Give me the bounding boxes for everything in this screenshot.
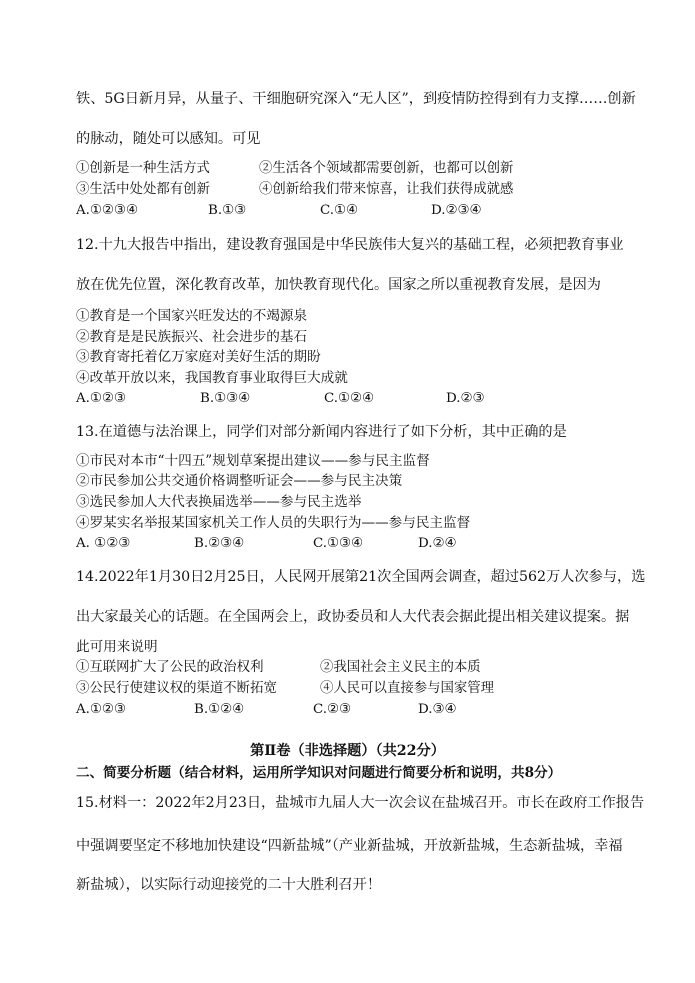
section2-title: 二、简要分析题（结合材料，运用所学知识对问题进行简要分析和说明，共8分） bbox=[76, 765, 562, 781]
q14-stem-line2: 出大家最关心的话题。在全国两会上，政协委员和人大代表会据此提出相关建议提案。据 bbox=[76, 609, 630, 625]
q14-option-a: A.①②③ bbox=[76, 702, 126, 717]
part2-title: 第Ⅱ卷（非选择题）（共22分） bbox=[250, 743, 445, 759]
q12-stem-line2: 放在优先位置，深化教育改革，加快教育现代化。国家之所以重视教育发展，是因为 bbox=[76, 277, 601, 293]
q13-item-4: ④罗某实名举报某国家机关工作人员的失职行为——参与民主监督 bbox=[76, 515, 471, 531]
q14-item-1: ①互联网扩大了公民的政治权利 bbox=[76, 660, 264, 675]
q12-option-d: D.②③ bbox=[446, 391, 485, 406]
q13-option-b: B.②③④ bbox=[194, 536, 245, 551]
q11-item-4: ④创新给我们带来惊喜，让我们获得成就感 bbox=[259, 182, 514, 197]
q12-option-b: B.①③④ bbox=[200, 391, 251, 406]
q11-item-2: ②生活各个领域都需要创新，也都可以创新 bbox=[259, 161, 514, 176]
q11-option-c: C.①④ bbox=[320, 203, 359, 218]
q14-item-3: ③公民行使建议权的渠道不断拓宽 bbox=[76, 681, 277, 696]
q13-item-2: ②市民参加公共交通价格调整听证会——参与民主决策 bbox=[76, 473, 403, 489]
q13-item-1: ①市民对本市“十四五”规划草案提出建议——参与民主监督 bbox=[76, 453, 430, 469]
q14-stem-line3: 此可用来说明 bbox=[76, 639, 158, 655]
q13-item-3: ③选民参加人大代表换届选举——参与民主选举 bbox=[76, 494, 362, 510]
q14-item-4: ④人民可以直接参与国家管理 bbox=[320, 681, 495, 696]
q11-option-d: D.②③④ bbox=[431, 203, 482, 218]
q14-option-b: B.①②④ bbox=[194, 702, 245, 717]
q11-stem-line1: 铁、5G日新月异，从量子、干细胞研究深入“无人区”，到疫情防控得到有力支撑……创新 bbox=[76, 91, 636, 107]
q14-stem-line1: 14.2022年1月30日2月25日，人民网开展第21次全国两会调查，超过562万人次参与，选 bbox=[76, 569, 646, 585]
q11-item-3: ③生活中处处都有创新 bbox=[76, 182, 210, 197]
q12-item-4: ④改革开放以来，我国教育事业取得巨大成就 bbox=[76, 370, 348, 386]
q11-option-b: B.①③ bbox=[208, 203, 247, 218]
q13-stem: 13.在道德与法治课上，同学们对部分新闻内容进行了如下分析，其中正确的是 bbox=[76, 424, 567, 440]
q15-stem-line3: 新盐城），以实际行动迎接党的二十大胜利召开！ bbox=[76, 877, 382, 893]
q12-item-1: ①教育是一个国家兴旺发达的不竭源泉 bbox=[76, 308, 308, 324]
q13-option-c: C.①③④ bbox=[313, 536, 364, 551]
q15-stem-line1: 15.材料一：2022年2月23日，盐城市九届人大一次会议在盐城召开。市长在政府工作报告 bbox=[76, 795, 645, 811]
q14-option-c: C.②③ bbox=[313, 702, 352, 717]
q14-item-2: ②我国社会主义民主的本质 bbox=[320, 660, 481, 675]
q13-option-a: A. ①②③ bbox=[76, 536, 131, 551]
q12-option-a: A.①②③ bbox=[76, 391, 126, 406]
q11-item-1: ①创新是一种生活方式 bbox=[76, 161, 210, 176]
q12-item-2: ②教育是是民族振兴、社会进步的基石 bbox=[76, 329, 308, 345]
q11-option-a: A.①②③④ bbox=[76, 203, 138, 218]
q13-option-d: D.②④ bbox=[418, 536, 457, 551]
q12-stem-line1: 12.十九大报告中指出，建设教育强国是中华民族伟大复兴的基础工程，必须把教育事业 bbox=[76, 237, 624, 253]
q11-stem-line2: 的脉动，随处可以感知。可见 bbox=[76, 131, 261, 147]
q12-option-c: C.①②④ bbox=[324, 391, 375, 406]
q12-item-3: ③教育寄托着亿万家庭对美好生活的期盼 bbox=[76, 349, 321, 365]
q15-stem-line2: 中强调要坚定不移地加快建设“四新盐城”（产业新盐城，开放新盐城，生态新盐城，幸福 bbox=[76, 838, 623, 854]
q14-option-d: D.③④ bbox=[418, 702, 457, 717]
